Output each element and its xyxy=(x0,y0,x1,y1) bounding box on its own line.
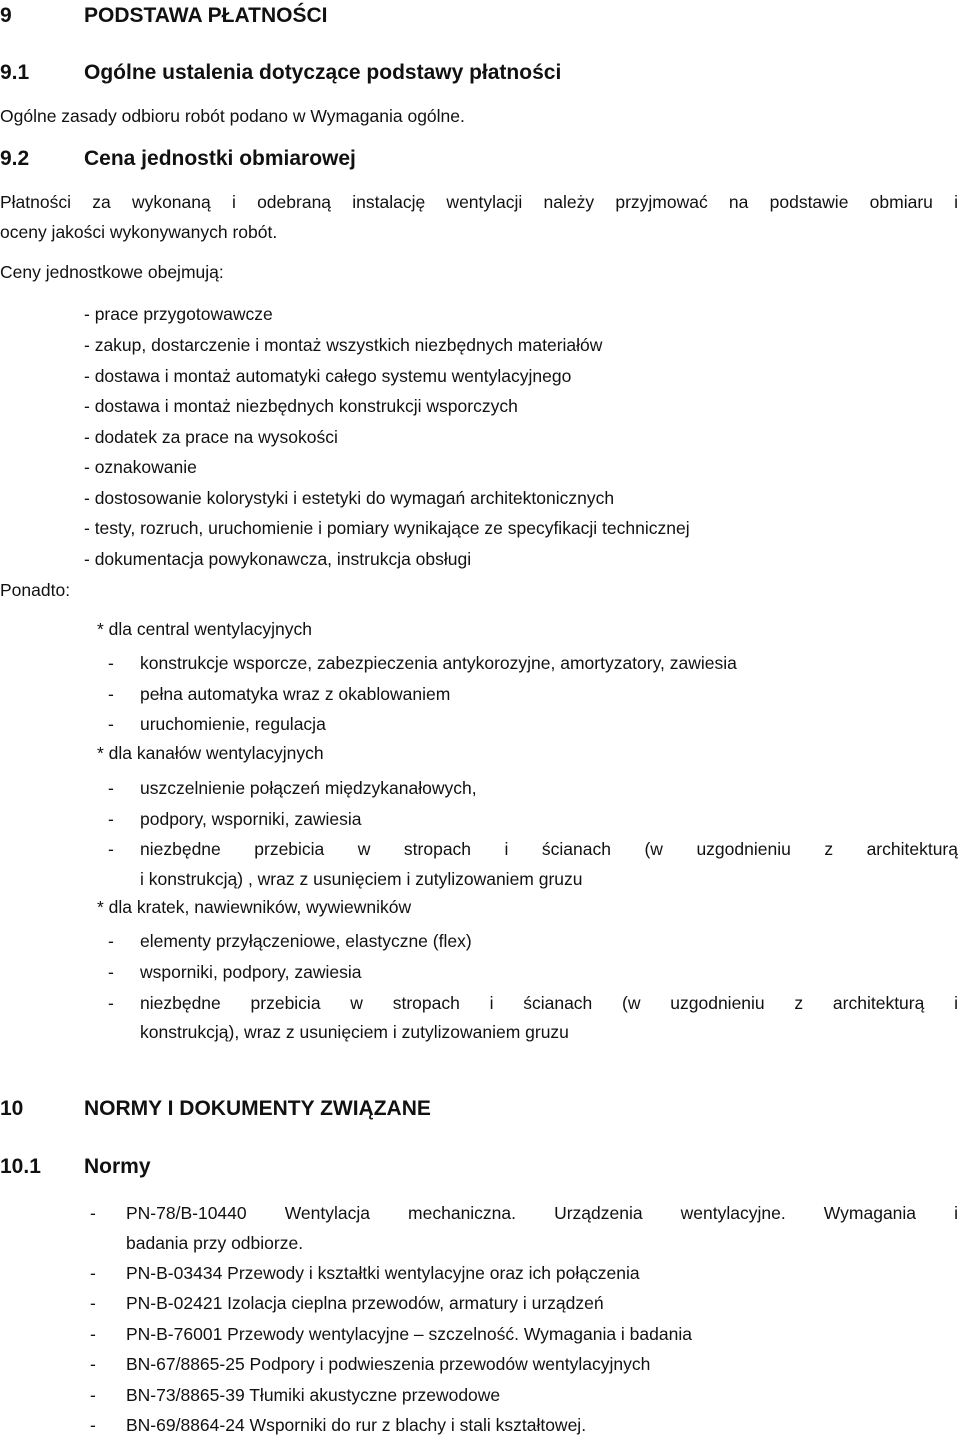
list-dash: - xyxy=(90,1293,96,1313)
norm-text: PN-B-03434 Przewody i kształtki wentylacyjne oraz ich połączenia xyxy=(126,1263,640,1283)
includes-item: - dostawa i montaż niezbędnych konstrukcji wsporczych xyxy=(84,396,518,416)
list-dash: - xyxy=(90,1324,96,1344)
section-10-1-number: 10.1 xyxy=(0,1155,41,1178)
section-9-2-title: Cena jednostki obmiarowej xyxy=(84,147,356,170)
list-dash: - xyxy=(90,1415,96,1435)
list-item-text: podpory, wsporniki, zawiesia xyxy=(140,809,362,829)
list-dash: - xyxy=(108,714,114,734)
includes-item: - dokumentacja powykonawcza, instrukcja obsługi xyxy=(84,549,472,569)
list-item-text: niezbędne przebicia w stropach i ścianach (w uzgodnieniu z architekturą i xyxy=(140,993,958,1013)
includes-item: - testy, rozruch, uruchomienie i pomiary wynikające ze specyfikacji technicznej xyxy=(84,518,690,538)
list-item-text: uruchomienie, regulacja xyxy=(140,714,326,734)
list-dash: - xyxy=(108,653,114,673)
includes-item: - dostawa i montaż automatyki całego systemu wentylacyjnego xyxy=(84,366,572,386)
list-dash: - xyxy=(108,993,114,1013)
section-10-1-title: Normy xyxy=(84,1155,151,1178)
norm-continuation: badania przy odbiorze. xyxy=(126,1233,304,1253)
list-dash: - xyxy=(90,1354,96,1374)
list-dash: - xyxy=(108,839,114,859)
list-item-text: wsporniki, podpory, zawiesia xyxy=(140,962,362,982)
norm-text: BN-69/8864-24 Wsporniki do rur z blachy i stali kształtowej. xyxy=(126,1415,587,1435)
includes-item: - dodatek za prace na wysokości xyxy=(84,427,338,447)
list-item-text: uszczelnienie połączeń międzykanałowych, xyxy=(140,778,477,798)
additionally-label: Ponadto: xyxy=(0,580,71,600)
includes-item: - dostosowanie kolorystyki i estetyki do wymagań architektonicznych xyxy=(84,488,615,508)
group-ducts-title: * dla kanałów wentylacyjnych xyxy=(97,743,324,763)
section-9-2-number: 9.2 xyxy=(0,147,30,170)
includes-item: - prace przygotowawcze xyxy=(84,304,273,324)
norm-text: PN-B-02421 Izolacja cieplna przewodów, armatury i urządzeń xyxy=(126,1293,604,1313)
list-dash: - xyxy=(90,1385,96,1405)
includes-item: - zakup, dostarczenie i montaż wszystkich niezbędnych materiałów xyxy=(84,335,603,355)
list-dash: - xyxy=(108,778,114,798)
section-9-2-paragraph-line-1: Płatności za wykonaną i odebraną instalację wentylacji należy przyjmować na podstawie obmiaru i xyxy=(0,192,958,212)
section-9-1-heading xyxy=(0,61,960,89)
list-dash: - xyxy=(108,684,114,704)
list-item-text: elementy przyłączeniowe, elastyczne (flex) xyxy=(140,931,472,951)
norm-text: PN-78/B-10440 Wentylacja mechaniczna. Urządzenia wentylacyjne. Wymagania i xyxy=(126,1203,958,1223)
section-10-1-heading xyxy=(0,1155,960,1183)
section-9-2-heading xyxy=(0,147,960,175)
section-10-number: 10 xyxy=(0,1097,24,1120)
list-item-text: niezbędne przebicia w stropach i ścianach (w uzgodnieniu z architekturą xyxy=(140,839,958,859)
includes-label: Ceny jednostkowe obejmują: xyxy=(0,262,224,282)
includes-item: - oznakowanie xyxy=(84,457,197,477)
list-item-text: konstrukcje wsporcze, zabezpieczenia antykorozyjne, amortyzatory, zawiesia xyxy=(140,653,737,673)
section-9-1-title: Ogólne ustalenia dotyczące podstawy płatności xyxy=(84,61,562,84)
norm-text: BN-67/8865-25 Podpory i podwieszenia przewodów wentylacyjnych xyxy=(126,1354,651,1374)
section-9-heading xyxy=(0,4,960,32)
list-dash: - xyxy=(90,1203,96,1223)
section-10-heading xyxy=(0,1097,960,1125)
list-dash: - xyxy=(90,1263,96,1283)
list-item-continuation: konstrukcją), wraz z usunięciem i zutylizowaniem gruzu xyxy=(140,1022,569,1042)
section-9-1-number: 9.1 xyxy=(0,61,30,84)
norm-text: PN-B-76001 Przewody wentylacyjne – szczelność. Wymagania i badania xyxy=(126,1324,692,1344)
section-9-2-paragraph-line-2: oceny jakości wykonywanych robót. xyxy=(0,222,278,242)
group-centrals-title: * dla central wentylacyjnych xyxy=(97,619,312,639)
norm-text: BN-73/8865-39 Tłumiki akustyczne przewodowe xyxy=(126,1385,501,1405)
section-9-1-text: Ogólne zasady odbioru robót podano w Wymagania ogólne. xyxy=(0,106,465,126)
section-10-title: NORMY I DOKUMENTY ZWIĄZANE xyxy=(84,1097,431,1120)
list-dash: - xyxy=(108,962,114,982)
list-item-text: pełna automatyka wraz z okablowaniem xyxy=(140,684,451,704)
section-9-title: PODSTAWA PŁATNOŚCI xyxy=(84,4,328,27)
list-item-continuation: i konstrukcją) , wraz z usunięciem i zutylizowaniem gruzu xyxy=(140,869,583,889)
list-dash: - xyxy=(108,931,114,951)
group-grilles-title: * dla kratek, nawiewników, wywiewników xyxy=(97,897,412,917)
list-dash: - xyxy=(108,809,114,829)
section-9-number: 9 xyxy=(0,4,12,27)
